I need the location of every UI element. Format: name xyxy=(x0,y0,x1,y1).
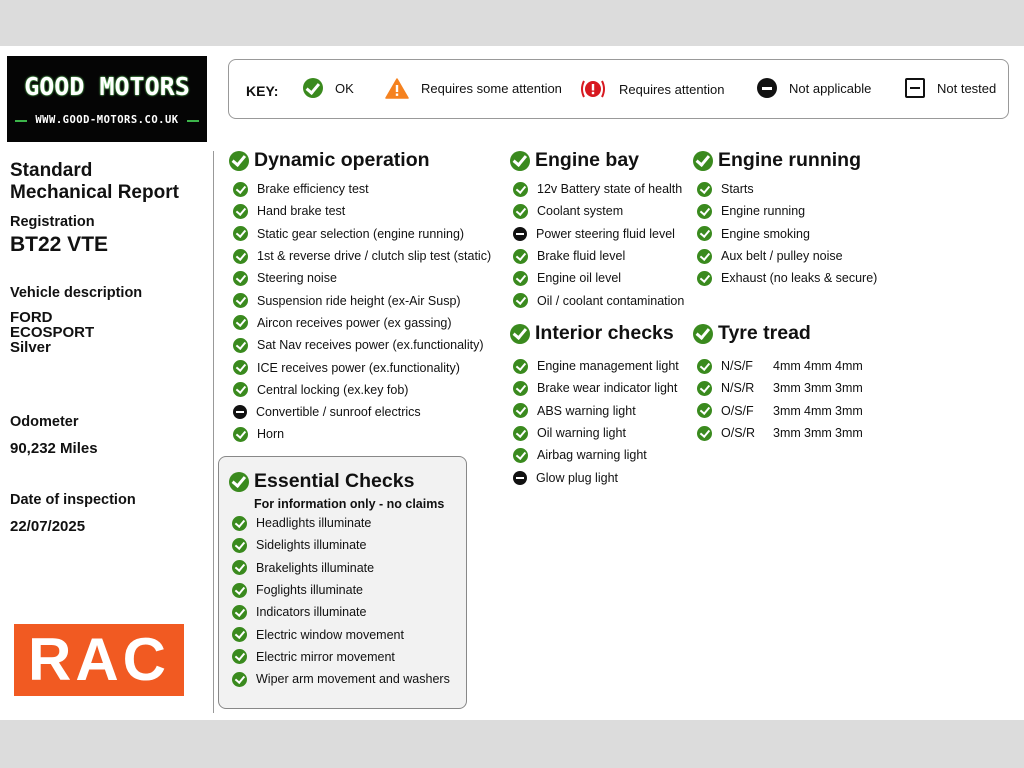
ok-check-icon xyxy=(513,249,528,264)
dynamic-operation-heading xyxy=(229,149,491,172)
list-item xyxy=(233,423,491,445)
ok-check-icon xyxy=(233,427,248,442)
ok-check-icon xyxy=(697,226,712,241)
tread-depth: 4mm xyxy=(773,359,801,374)
list-item xyxy=(513,400,679,422)
item-label: Electric window movement xyxy=(256,627,404,642)
item-label: Power steering fluid level xyxy=(536,226,675,241)
ok-check-icon xyxy=(229,472,249,492)
ok-check-icon xyxy=(697,182,712,197)
interior-checks-heading xyxy=(510,322,679,345)
list-item xyxy=(697,223,877,245)
item-label: Steering noise xyxy=(257,271,337,286)
item-label: Engine smoking xyxy=(721,226,810,241)
dynamic-operation-section xyxy=(229,149,491,446)
list-item xyxy=(513,422,679,444)
key-some-attention-label: Requires some attention xyxy=(421,81,562,96)
attention-alert-icon xyxy=(579,78,607,100)
tread-depth: 3mm xyxy=(835,426,863,441)
item-label: Starts xyxy=(721,182,754,197)
ok-check-icon xyxy=(233,226,248,241)
item-label: Static gear selection (engine running) xyxy=(257,226,465,241)
key-not-tested xyxy=(905,78,996,98)
list-item xyxy=(697,267,877,289)
rac-logo: RAC xyxy=(14,624,184,696)
tyre-position: O/S/F xyxy=(721,403,754,418)
essential-checks-section xyxy=(229,470,450,690)
ok-check-icon xyxy=(232,583,247,598)
interior-checks-list xyxy=(513,355,679,489)
status-key xyxy=(228,59,1009,119)
ok-check-icon xyxy=(513,381,528,396)
tread-depth: 4mm xyxy=(835,359,863,374)
list-item xyxy=(232,646,450,668)
tread-depth: 3mm xyxy=(835,381,863,396)
tread-depth: 3mm xyxy=(773,403,801,418)
ok-check-icon xyxy=(303,78,323,98)
list-item xyxy=(233,356,491,378)
list-item xyxy=(513,377,679,399)
item-label: Airbag warning light xyxy=(537,448,647,463)
ok-check-icon xyxy=(233,271,248,286)
not-applicable-icon xyxy=(513,227,527,241)
ok-check-icon xyxy=(233,315,248,330)
odometer-label: Odometer xyxy=(10,414,79,430)
list-item xyxy=(513,444,679,466)
not-applicable-icon xyxy=(757,78,777,98)
list-item xyxy=(233,267,491,289)
tyre-row xyxy=(697,400,866,422)
list-item xyxy=(233,178,491,200)
ok-check-icon xyxy=(513,426,528,441)
vehicle-description xyxy=(10,310,94,355)
ok-check-icon xyxy=(233,360,248,375)
essential-checks-subtitle: For information only - no claims xyxy=(254,497,445,511)
tyre-row xyxy=(697,355,866,377)
ok-check-icon xyxy=(697,204,712,219)
tyre-position: O/S/R xyxy=(721,426,756,441)
item-label: Engine oil level xyxy=(537,271,622,286)
list-item xyxy=(513,178,684,200)
key-attention-label: Requires attention xyxy=(619,81,725,97)
ok-check-icon xyxy=(233,382,248,397)
engine-running-heading xyxy=(693,149,877,172)
item-label: Indicators illuminate xyxy=(256,605,367,620)
not-applicable-icon xyxy=(513,471,527,485)
tyre-row xyxy=(697,377,866,399)
list-item xyxy=(232,601,450,623)
item-label: Brake wear indicator light xyxy=(537,381,678,396)
not-tested-icon xyxy=(905,78,925,98)
item-label: Foglights illuminate xyxy=(256,583,363,598)
list-item xyxy=(233,379,491,401)
logo-title: GOOD MOTORS xyxy=(24,72,190,101)
item-label: Horn xyxy=(257,427,285,442)
good-motors-logo xyxy=(7,56,207,142)
ok-check-icon xyxy=(693,151,713,171)
list-item xyxy=(697,200,877,222)
tread-depth: 3mm xyxy=(804,381,832,396)
tread-depth: 3mm xyxy=(804,426,832,441)
key-not-applicable-label: Not applicable xyxy=(789,80,872,96)
key-attention xyxy=(579,78,725,100)
item-label: Engine management light xyxy=(537,359,679,374)
essential-checks-heading xyxy=(229,470,450,493)
logo-rule-right xyxy=(187,120,199,122)
ok-check-icon xyxy=(697,271,712,286)
ok-check-icon xyxy=(513,359,528,374)
item-label: 12v Battery state of health xyxy=(537,182,683,197)
registration-value: BT22 VTE xyxy=(10,233,109,256)
key-not-applicable xyxy=(757,78,871,98)
list-item xyxy=(232,668,450,690)
tread-depth: 3mm xyxy=(773,426,801,441)
tread-depth: 3mm xyxy=(835,403,863,418)
list-item xyxy=(697,245,877,267)
ok-check-icon xyxy=(232,627,247,642)
ok-check-icon xyxy=(232,538,247,553)
list-item xyxy=(233,245,491,267)
ok-check-icon xyxy=(697,359,712,374)
list-item xyxy=(233,401,491,423)
ok-check-icon xyxy=(697,403,712,418)
list-item xyxy=(233,200,491,222)
ok-check-icon xyxy=(232,560,247,575)
report-page xyxy=(0,46,1024,720)
list-item xyxy=(513,466,679,488)
item-label: Exhaust (no leaks & secure) xyxy=(721,271,878,286)
tread-depth: 4mm xyxy=(804,403,832,418)
vehicle-model: ECOSPORT xyxy=(10,324,95,341)
ok-check-icon xyxy=(233,249,248,264)
dynamic-operation-list xyxy=(233,178,491,446)
ok-check-icon xyxy=(233,182,248,197)
item-label: Sat Nav receives power (ex.functionality) xyxy=(257,338,484,353)
column-divider xyxy=(213,151,214,713)
ok-check-icon xyxy=(697,381,712,396)
tyre-row xyxy=(697,422,866,444)
report-title-line2: Mechanical Report xyxy=(10,182,179,203)
inspection-date-label: Date of inspection xyxy=(10,492,136,508)
ok-check-icon xyxy=(513,448,528,463)
warning-triangle-icon xyxy=(385,78,409,99)
item-label: Oil warning light xyxy=(537,426,626,441)
ok-check-icon xyxy=(233,338,248,353)
item-label: Oil / coolant contamination xyxy=(537,293,685,308)
ok-check-icon xyxy=(513,271,528,286)
vehicle-description-label: Vehicle description xyxy=(10,285,143,301)
report-title xyxy=(10,160,200,204)
ok-check-icon xyxy=(697,249,712,264)
ok-check-icon xyxy=(513,403,528,418)
list-item xyxy=(513,223,684,245)
tyre-tread-list xyxy=(697,355,866,444)
list-item xyxy=(697,178,877,200)
list-item xyxy=(513,355,679,377)
ok-check-icon xyxy=(233,204,248,219)
engine-running-list xyxy=(697,178,877,289)
dynamic-operation-title: Dynamic operation xyxy=(254,149,430,171)
logo-url: WWW.GOOD-MOTORS.CO.UK xyxy=(35,114,179,126)
list-item xyxy=(513,245,684,267)
ok-check-icon xyxy=(232,672,247,687)
key-title: KEY: xyxy=(246,83,279,99)
item-label: Suspension ride height (ex-Air Susp) xyxy=(257,293,461,308)
list-item xyxy=(513,200,684,222)
item-label: Sidelights illuminate xyxy=(256,538,367,553)
item-label: Convertible / sunroof electrics xyxy=(256,405,421,420)
key-some-attention xyxy=(385,78,562,99)
engine-bay-heading xyxy=(510,149,684,172)
list-item xyxy=(232,534,450,556)
tread-depth: 4mm xyxy=(804,359,832,374)
tyre-position: N/S/F xyxy=(721,359,753,374)
vehicle-colour: Silver xyxy=(10,339,51,356)
item-label: Brakelights illuminate xyxy=(256,560,375,575)
essential-checks-panel xyxy=(218,456,467,709)
vehicle-make: FORD xyxy=(10,309,53,326)
tread-depth: 3mm xyxy=(773,381,801,396)
list-item xyxy=(513,267,684,289)
engine-bay-title: Engine bay xyxy=(535,149,640,171)
essential-checks-title: Essential Checks xyxy=(254,470,415,492)
item-label: ICE receives power (ex.functionality) xyxy=(257,360,460,375)
list-item xyxy=(233,289,491,311)
item-label: Brake efficiency test xyxy=(257,182,369,197)
engine-running-section xyxy=(693,149,877,289)
report-title-line1: Standard xyxy=(10,160,93,181)
ok-check-icon xyxy=(693,324,713,344)
key-not-tested-label: Not tested xyxy=(937,80,997,96)
ok-check-icon xyxy=(510,151,530,171)
list-item xyxy=(513,289,684,311)
item-label: Aux belt / pulley noise xyxy=(721,249,843,264)
item-label: Wiper arm movement and washers xyxy=(256,672,450,687)
list-item xyxy=(232,579,450,601)
key-ok xyxy=(303,78,354,98)
tyre-position: N/S/R xyxy=(721,381,755,396)
list-item xyxy=(232,512,450,534)
ok-check-icon xyxy=(697,426,712,441)
list-item xyxy=(232,623,450,645)
list-item xyxy=(233,223,491,245)
essential-checks-list xyxy=(232,512,450,690)
ok-check-icon xyxy=(513,293,528,308)
ok-check-icon xyxy=(513,204,528,219)
item-label: Hand brake test xyxy=(257,204,346,219)
ok-check-icon xyxy=(232,605,247,620)
item-label: Engine running xyxy=(721,204,806,219)
item-label: Glow plug light xyxy=(536,470,618,485)
list-item xyxy=(233,334,491,356)
engine-running-title: Engine running xyxy=(718,149,861,171)
item-label: Electric mirror movement xyxy=(256,649,395,664)
registration-label: Registration xyxy=(10,214,95,230)
item-label: Coolant system xyxy=(537,204,624,219)
not-applicable-icon xyxy=(233,405,247,419)
list-item xyxy=(233,312,491,334)
ok-check-icon xyxy=(232,649,247,664)
tyre-tread-heading xyxy=(693,322,866,345)
ok-check-icon xyxy=(510,324,530,344)
ok-check-icon xyxy=(233,293,248,308)
odometer-value: 90,232 Miles xyxy=(10,440,98,457)
engine-bay-section xyxy=(510,149,684,312)
tyre-tread-section xyxy=(693,322,866,444)
ok-check-icon xyxy=(513,182,528,197)
key-ok-label: OK xyxy=(335,80,354,96)
ok-check-icon xyxy=(229,151,249,171)
tyre-tread-title: Tyre tread xyxy=(718,322,811,344)
interior-checks-section xyxy=(510,322,679,489)
list-item xyxy=(232,557,450,579)
inspection-date-value: 22/07/2025 xyxy=(10,518,86,535)
item-label: Aircon receives power (ex gassing) xyxy=(257,315,452,330)
item-label: ABS warning light xyxy=(537,403,636,418)
interior-checks-title: Interior checks xyxy=(535,322,674,344)
ok-check-icon xyxy=(232,516,247,531)
item-label: Brake fluid level xyxy=(537,249,626,264)
item-label: 1st & reverse drive / clutch slip test (static) xyxy=(257,249,492,264)
item-label: Central locking (ex.key fob) xyxy=(257,382,409,397)
item-label: Headlights illuminate xyxy=(256,516,372,531)
engine-bay-list xyxy=(513,178,684,312)
